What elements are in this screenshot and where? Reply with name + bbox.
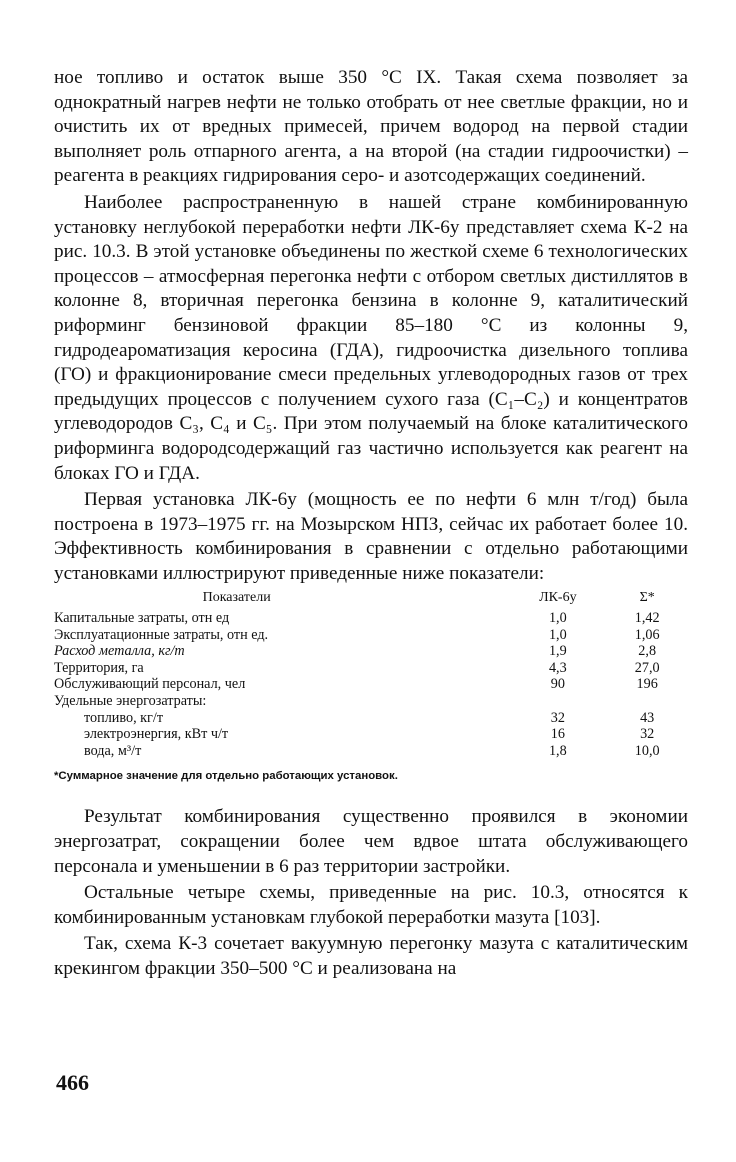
paragraph-5: Остальные четыре схемы, приведенные на рис. 10.3, относятся к комбинированным установкам глубокой переработки мазута [103]. [54, 882, 688, 928]
row-label: Обслуживающий персонал, чел [54, 676, 246, 693]
page-body [54, 66, 688, 982]
row-value-sum: 10,0 [634, 742, 660, 759]
row-value-sum [606, 693, 688, 710]
table-row [54, 676, 688, 693]
header-indicators: Показатели [202, 590, 271, 606]
table-header-row [54, 590, 688, 610]
header-lk6u: ЛК-6у [539, 590, 577, 606]
paragraph-3: Первая установка ЛК-6у (мощность ее по нефти 6 млн т/год) была построена в 1973–1975 гг. на Мозырском НПЗ, сейчас их работает более 10. Эффективность комбинирования в сравнении с отдельно работающими установками иллюстрируют приведенные ниже показатели: [54, 489, 688, 584]
paragraph-1: ное топливо и остаток выше 350 °С IX. Такая схема позволяет за однократный нагрев нефти не только отобрать от нее светлые фракции, но и очистить их от вредных примесей, причем водород на первой стадии выполняет роль отпарного агента, а на второй (на стадии гидроочистки) – реагента в реакциях гидрирования серо- и азотсодержащих соединений. [54, 67, 688, 187]
row-label: топливо, кг/т [84, 709, 164, 726]
indicators-table [54, 590, 688, 759]
row-value-lk6u: 90 [550, 676, 565, 693]
table-row [54, 726, 688, 743]
row-value-lk6u: 1,0 [548, 610, 567, 627]
row-value-sum: 32 [640, 726, 655, 743]
table-row [54, 660, 688, 677]
table-row [54, 710, 688, 727]
table-footnote: *Суммарное значение для отдельно работающих установок. [54, 770, 398, 783]
row-label: вода, м³/т [84, 742, 142, 759]
row-label: Удельные энергозатраты: [54, 693, 207, 710]
table-row [54, 693, 688, 710]
row-value-sum: 2,8 [638, 643, 657, 660]
table-row [54, 627, 688, 644]
row-value-sum: 1,06 [634, 626, 660, 643]
row-value-lk6u: 16 [550, 726, 565, 743]
row-label: Капитальные затраты, отн ед [54, 610, 230, 627]
table-row [54, 643, 688, 660]
row-value-lk6u: 1,0 [548, 626, 567, 643]
row-label: Территория, га [54, 659, 144, 676]
paragraph-4: Результат комбинирования существенно проявился в экономии энергозатрат, сокращении более чем вдвое штата обслуживающего персонала и уменьшении в 6 раз территории застройки. [54, 806, 688, 877]
header-sum: Σ* [639, 590, 655, 606]
bottom-text [54, 805, 688, 981]
row-value-sum: 43 [640, 709, 655, 726]
page-number: 466 [56, 1070, 89, 1095]
row-value-lk6u: 1,8 [548, 742, 567, 759]
row-value-lk6u: 32 [550, 709, 565, 726]
table-row [54, 743, 688, 760]
row-value-sum: 27,0 [634, 659, 660, 676]
paragraph-2: Наиболее распространенную в нашей стране комбинированную установку неглубокой переработки нефти ЛК-6у представляет схема К-2 на рис. 10.3. В этой установке объединены по жесткой схеме 6 технологических процессов – атмосферная перегонка нефти с отбором светлых дистиллятов в колонне 8, вторичная перегонка бензина в колонне 9, каталитический риформинг бензиновой фракции 85–180 °С из колонны 9, гидродеароматизация керосина (ГДА), гидроочистка дизельного топлива (ГО) и фракционирование смеси предельных углеводородных газов от трех предыдущих процессов с получением сухого газа (C₁–C₂) и концентратов углеводородов C₃, C₄ и C₅. При этом получаемый на блоке каталитического риформинга водородсодержащий газ частично используется как реагент на блоках ГО и ГДА. [54, 191, 688, 484]
row-label: электроэнергия, кВт ч/т [84, 726, 229, 743]
table-row [54, 610, 688, 627]
row-value-lk6u: 1,9 [548, 643, 567, 660]
row-label: Эксплуатационные затраты, отн ед. [54, 626, 269, 643]
row-value-lk6u [509, 693, 606, 710]
paragraph-6: Так, схема К-3 сочетает вакуумную перегонку мазута с каталитическим крекингом фракции 350–500 °С и реализована на [54, 933, 688, 979]
row-label: Расход металла, кг/т [54, 643, 185, 660]
row-value-sum: 196 [636, 676, 658, 693]
row-value-sum: 1,42 [634, 610, 660, 627]
row-value-lk6u: 4,3 [548, 659, 567, 676]
